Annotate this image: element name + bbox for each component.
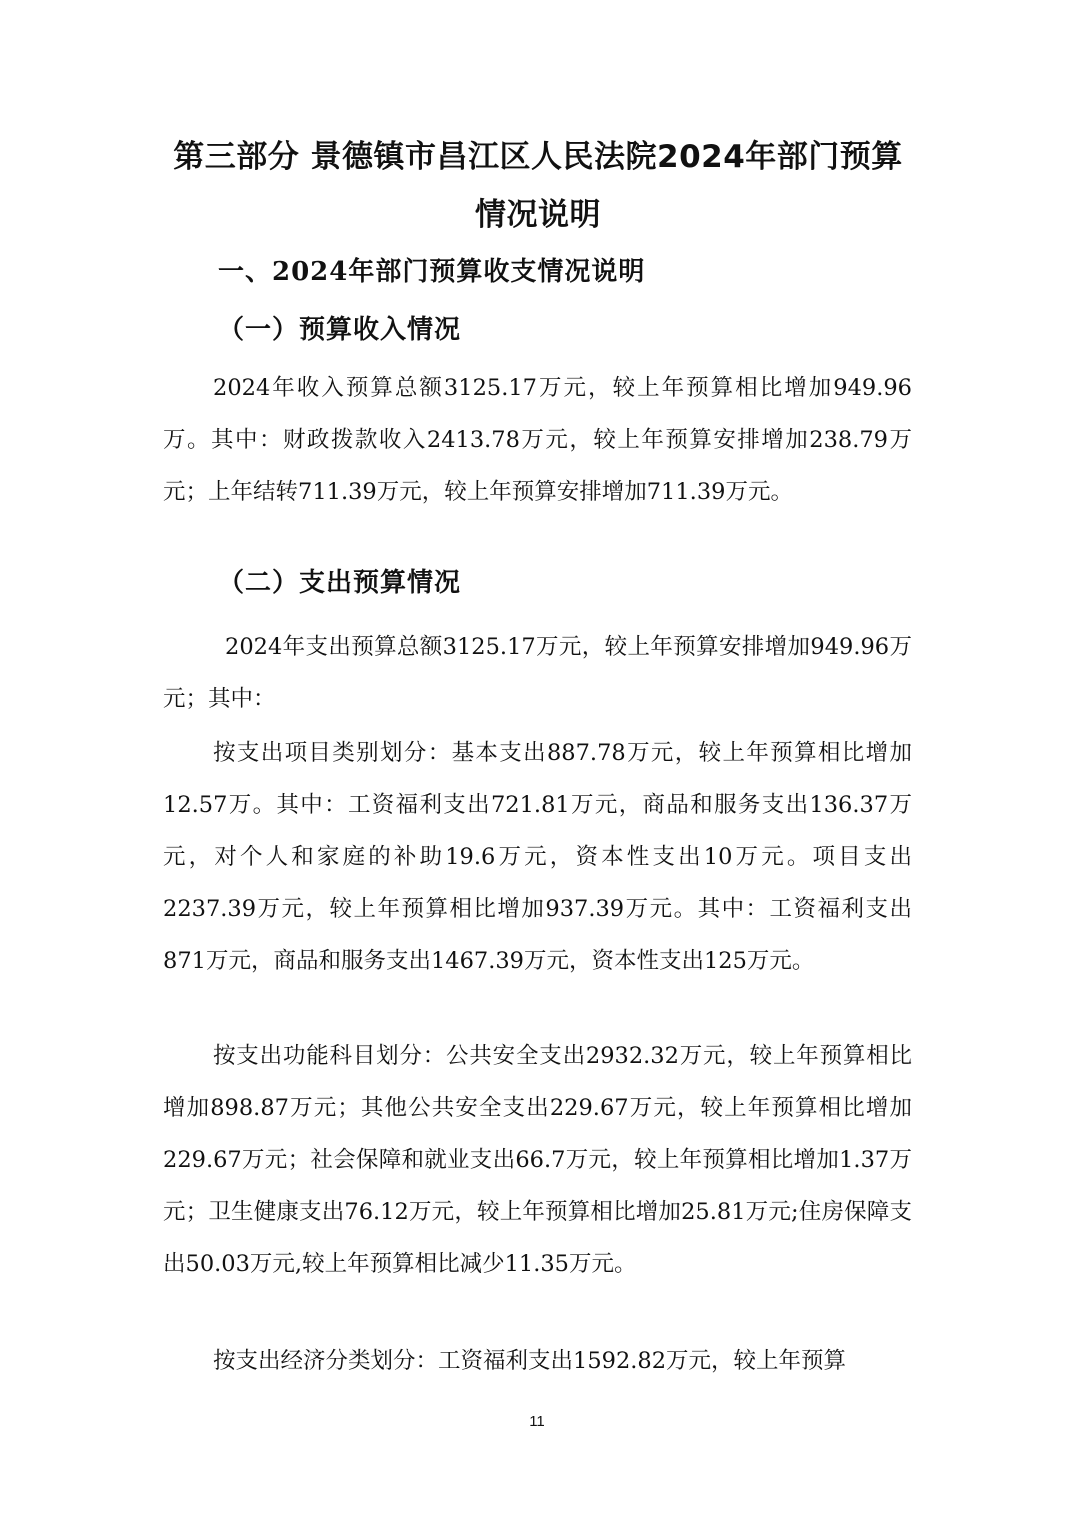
subsection-heading-income: （一）预算收入情况: [218, 315, 462, 345]
section-heading-budget-overview: 一、2024年部门预算收支情况说明: [218, 257, 646, 287]
paragraph-expense-by-economic: 按支出经济分类划分：工资福利支出1592.82万元，较上年预算: [213, 1348, 847, 1374]
paragraph-expense-by-function: 按支出功能科目划分：公共安全支出2932.32万元，较上年预算相比增加898.87万元；其他公共安全支出229.67万元，较上年预算相比增加229.67万元；社会保障和就业支出66.7万元，较上年预算相比增加1.37万元；卫生健康支出76.12万元，较上年预算相比增加25.81万元;住房保障支出50.03万元,较上年预算相比减少11.35万元。: [163, 1043, 912, 1277]
document-title-line-2: 情况说明: [475, 197, 601, 233]
subsection-heading-expense: （二）支出预算情况: [218, 568, 462, 598]
page-number: 11: [529, 1413, 545, 1430]
paragraph-income-budget: 2024年收入预算总额3125.17万元，较上年预算相比增加949.96万。其中：财政拨款收入2413.78万元，较上年预算安排增加238.79万元；上年结转711.39万元，较上年预算安排增加711.39万元。: [163, 375, 912, 505]
paragraph-expense-total: 2024年支出预算总额3125.17万元，较上年预算安排增加949.96万元；其中：: [163, 634, 912, 712]
paragraph-expense-by-project: 按支出项目类别划分：基本支出887.78万元，较上年预算相比增加12.57万。其中：工资福利支出721.81万元，商品和服务支出136.37万元，对个人和家庭的补助19.6万元，资本性支出10万元。项目支出2237.39万元，较上年预算相比增加937.39万元。其中：工资福利支出871万元，商品和服务支出1467.39万元，资本性支出125万元。: [163, 740, 912, 974]
document-title-line-1: 第三部分 景德镇市昌江区人民法院2024年部门预算: [173, 139, 903, 175]
